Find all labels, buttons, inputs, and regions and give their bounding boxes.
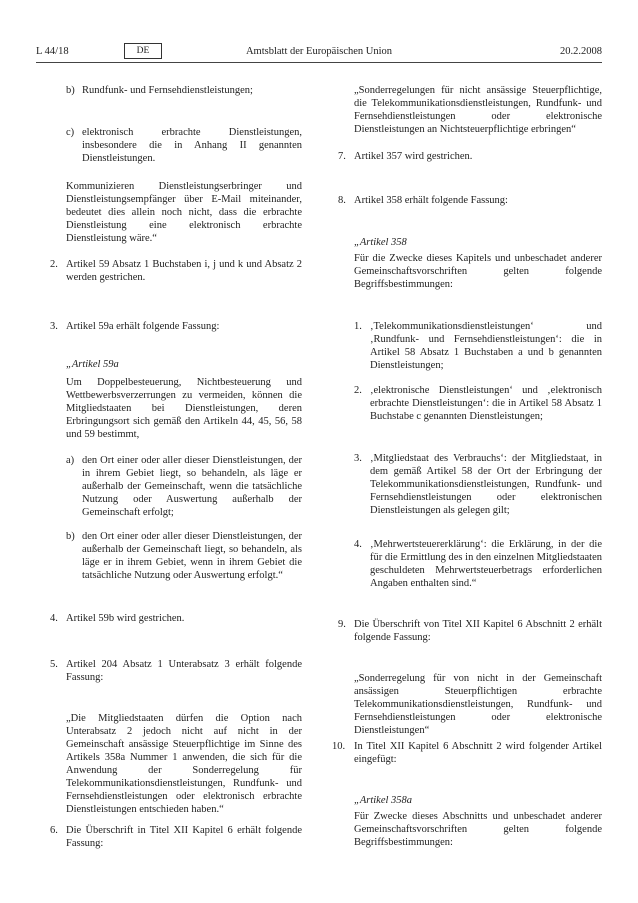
top-quote: „Sonderregelungen für nicht ansässige Steuerpflichtige, die Telekommunikationsdienstleistungen, Rundfunk- und Fernsehdienstleistungen oder elektronische Dienstleistungen an Nichtsteuerpflichtige erbringen“ xyxy=(354,85,602,135)
item-text: Artikel 358 erhält folgende Fassung: xyxy=(354,195,508,206)
publication-date: 20.2.2008 xyxy=(560,46,602,57)
item-text: Die Überschrift von Titel XII Kapitel 6 Abschnitt 2 erhält folgende Fassung: xyxy=(354,619,602,643)
list-item-b xyxy=(66,84,302,97)
article-358-text: Für die Zwecke dieses Kapitels und unbeschadet anderer Gemeinschaftsvorschriften gelten folgende Begriffsbestimmungen: xyxy=(354,253,602,290)
item-text: ‚Mehrwertsteuererklärung‘: die Erklärung, in der die für die Ermittlung des in den einzelnen Mitgliedstaaten geschuldeten Mehrwertsteuerbetrags erforderlichen Angaben enthalten sind.“ xyxy=(370,539,602,589)
item-number: 3. xyxy=(50,321,58,332)
item-number: 1. xyxy=(354,321,362,332)
article-59a-text: Um Doppelbesteuerung, Nichtbesteuerung und Wettbewerbsverzerrungen zu vermeiden, können die Mitgliedstaaten bei Dienstleistungen, deren Erbringungsort sich gemäß den Artikeln 44, 45, 56, 58 und 59 bestimmt, xyxy=(66,377,302,440)
amendment-7 xyxy=(338,150,602,163)
article-59a-title: „Artikel 59a xyxy=(66,359,119,370)
article-358-title: „Artikel 358 xyxy=(354,237,407,248)
amendment-10 xyxy=(332,740,602,766)
item-text: Artikel 357 wird gestrichen. xyxy=(354,151,473,162)
amendment-5-quote: „Die Mitgliedstaaten dürfen die Option nach Unterabsatz 2 jedoch nicht auf nicht in der Gemeinschaft ansässige Steuerpflichtige im Sinne des Artikels 358a Nummer 1 anwenden, die sich für die Anwendung der Sonderregelung für Telekommunikationsdienstleistungen, Rundfunk- und Fernsehdienstleistungen oder elektronisch erbrachte Dienstleistungen entschieden haben.“ xyxy=(66,713,302,815)
item-text: Artikel 204 Absatz 1 Unterabsatz 3 erhält folgende Fassung: xyxy=(66,659,302,683)
item-number: 8. xyxy=(338,195,346,206)
amendment-4 xyxy=(50,612,302,625)
item-text: ‚Mitgliedstaat des Verbrauchs‘: der Mitgliedstaat, in dem gemäß Artikel 58 der Ort der Erbringung der Telekommunikationsdienstleistungen, Rundfunk- und Fernsehdienstleistungen oder elektronischen Dienstleistungen als gelegen gilt; xyxy=(370,453,602,516)
item-text: ‚Telekommunikationsdienstleistungen‘ und ‚Rundfunk- und Fernsehdienstleistungen‘: die in Artikel 58 Absatz 1 Buchstaben a und b genannten Dienstleistungen; xyxy=(370,321,602,371)
amendment-3 xyxy=(50,320,302,333)
amendment-5 xyxy=(50,658,302,684)
amendment-8 xyxy=(338,194,602,207)
item-text: Artikel 59 Absatz 1 Buchstaben i, j und k und Absatz 2 werden gestrichen. xyxy=(66,259,302,283)
item-text: Rundfunk- und Fernsehdienstleistungen; xyxy=(82,85,253,96)
item-number: 7. xyxy=(338,151,346,162)
page-reference: L 44/18 xyxy=(36,46,69,57)
amendment-2 xyxy=(50,258,302,284)
definition-3 xyxy=(354,452,602,517)
amendment-6 xyxy=(50,824,302,850)
list-item-c xyxy=(66,126,302,165)
definition-2 xyxy=(354,384,602,423)
definition-4 xyxy=(354,538,602,590)
amendment-9-quote: „Sonderregelung für von nicht in der Gemeinschaft ansässigen Steuerpflichtigen erbrachte Telekommunikationsdienstleistungen, Rundfunk- und Fernsehdienstleistungen oder elektronische Dienstleistungen“ xyxy=(354,673,602,736)
item-label: a) xyxy=(66,455,75,466)
list-item-a xyxy=(66,454,302,519)
item-text: Die Überschrift in Titel XII Kapitel 6 erhält folgende Fassung: xyxy=(66,825,302,849)
header-divider xyxy=(36,62,602,63)
item-text: In Titel XII Kapitel 6 Abschnitt 2 wird folgender Artikel eingefügt: xyxy=(354,741,602,765)
item-text: den Ort einer oder aller dieser Dienstleistungen, der in ihrem Gebiet liegt, so behandeln, als läge er außerhalb der Gemeinschaft, wenn die tatsächliche Nutzung oder Auswertung außerhalb der Gemeinschaft erfolgt; xyxy=(82,455,302,518)
item-text: den Ort einer oder aller dieser Dienstleistungen, der außerhalb der Gemeinschaft liegt, so behandeln, als läge er in ihrem Gebiet, wenn in ihrem Gebiet die tatsächliche Nutzung oder Auswertung erfolgt.“ xyxy=(82,531,302,581)
article-358a-text: Für Zwecke dieses Abschnitts und unbeschadet anderer Gemeinschaftsvorschriften gelten folgende Begriffsbestimmungen: xyxy=(354,811,602,848)
item-text: Artikel 59b wird gestrichen. xyxy=(66,613,185,624)
journal-title: Amtsblatt der Europäischen Union xyxy=(245,46,393,57)
item-number: 2. xyxy=(354,385,362,396)
item-number: 6. xyxy=(50,825,58,836)
article-358a-title: „Artikel 358a xyxy=(354,795,413,806)
item-text: ‚elektronische Dienstleistungen‘ und ‚elektronisch erbrachte Dienstleistungen‘: die in Artikel 58 Absatz 1 Buchstabe c genannten Dienstleistungen; xyxy=(370,385,602,422)
item-label: c) xyxy=(66,127,75,138)
item-number: 3. xyxy=(354,453,362,464)
item-number: 2. xyxy=(50,259,58,270)
item-number: 9. xyxy=(338,619,346,630)
item-number: 4. xyxy=(354,539,362,550)
page-header xyxy=(0,0,638,60)
item-number: 4. xyxy=(50,613,58,624)
item-text: Artikel 59a erhält folgende Fassung: xyxy=(66,321,220,332)
item-text: elektronisch erbrachte Dienstleistungen, insbesondere die in Anhang II genannten Dienstleistungen. xyxy=(82,127,302,164)
paragraph-kommunizieren: Kommunizieren Dienstleistungserbringer und Dienstleistungsempfänger über E-Mail miteinander, bedeutet dies allein noch nicht, dass die erbrachte Dienstleistung eine elektronisch erbrachte Dienstleistung wäre.“ xyxy=(66,181,302,244)
amendment-9 xyxy=(338,618,602,644)
item-label: b) xyxy=(66,85,75,96)
item-number: 10. xyxy=(332,741,346,752)
language-badge: DE xyxy=(124,43,162,59)
item-number: 5. xyxy=(50,659,58,670)
item-label: b) xyxy=(66,531,75,542)
definition-1 xyxy=(354,320,602,372)
list-item-b2 xyxy=(66,530,302,582)
